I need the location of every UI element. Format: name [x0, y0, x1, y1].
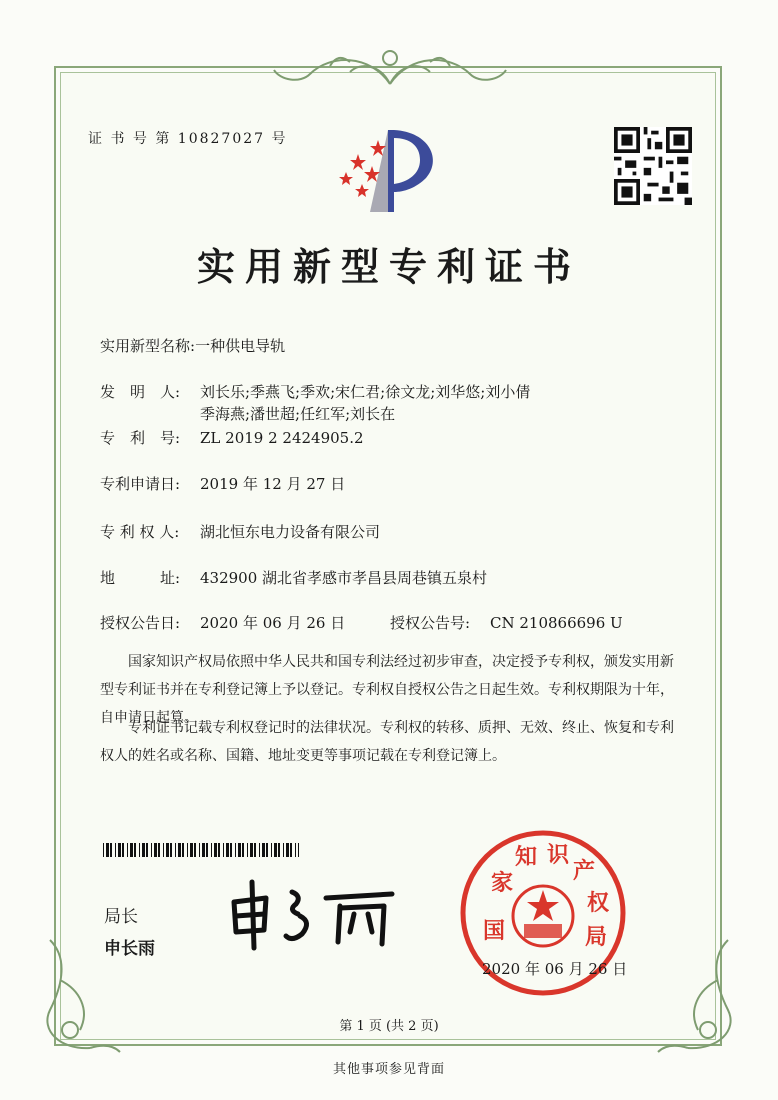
certificate-number: 证 书 号 第 10827027 号 — [88, 131, 288, 147]
bottom-right-ornament — [648, 930, 738, 1060]
field-value: 2020 年 06 月 26 日 — [200, 614, 346, 632]
field-value: 2019 年 12 月 27 日 — [200, 475, 346, 493]
legal-paragraph-1: 国家知识产权局依照中华人民共和国专利法经过初步审查，决定授予专利权，颁发实用新型专利证书并在专利登记簿上予以登记。专利权自授权公告之日起生效。专利权期限为十年，自申请日起算。 — [100, 654, 674, 726]
seal-char: 权 — [586, 891, 610, 916]
director-name: 申长雨 — [104, 939, 155, 959]
field-label: 授权公告号: — [390, 614, 471, 632]
field-utility-model-name — [100, 335, 285, 357]
field-patentee — [100, 521, 380, 543]
director-title: 局长 — [104, 907, 138, 927]
field-label: 专 利 权 人: — [100, 523, 180, 541]
qr-code — [614, 127, 692, 205]
field-value: CN 210866696 U — [490, 614, 623, 632]
field-patent-number — [100, 427, 364, 449]
cnipa-logo — [330, 120, 450, 215]
seal-char: 知 — [514, 845, 538, 870]
field-grant-date — [100, 612, 345, 634]
field-grant-number — [390, 612, 623, 634]
legal-paragraph-2: 专利证书记载专利权登记时的法律状况。专利权的转移、质押、无效、终止、恢复和专利权人的姓名或名称、国籍、地址变更等事项记载在专利登记簿上。 — [100, 720, 674, 764]
certificate-title: 实用新型专利证书 — [196, 244, 581, 289]
field-value: 季海燕;潘世超;任红军;刘长在 — [200, 405, 396, 423]
page-number: 第 1 页 (共 2 页) — [339, 1019, 439, 1034]
field-value: 432900 湖北省孝感市孝昌县周巷镇五泉村 — [200, 569, 488, 587]
seal-char: 国 — [482, 919, 506, 944]
field-label: 发 明 人: — [100, 383, 181, 401]
seal-char: 局 — [584, 925, 608, 950]
field-label: 授权公告日: — [100, 614, 181, 632]
field-inventors-continued — [200, 403, 395, 425]
field-address — [100, 567, 487, 589]
footer-note: 其他事项参见背面 — [332, 1062, 445, 1077]
seal-char: 识 — [546, 843, 570, 868]
seal-char: 家 — [490, 871, 514, 896]
field-value: 湖北恒东电力设备有限公司 — [200, 523, 381, 541]
field-label: 地 址: — [100, 569, 181, 587]
field-label: 实用新型名称: — [100, 337, 196, 355]
seal-char: 产 — [572, 859, 596, 884]
issue-date: 2020 年 06 月 26 日 — [482, 960, 628, 978]
field-application-date — [100, 473, 345, 495]
field-value: 一种供电导轨 — [195, 337, 286, 355]
field-label: 专利申请日: — [100, 475, 181, 493]
field-inventors — [100, 381, 530, 403]
field-value: ZL 2019 2 2424905.2 — [200, 429, 364, 447]
barcode — [103, 843, 299, 857]
field-value: 刘长乐;季燕飞;季欢;宋仁君;徐文龙;刘华悠;刘小倩 — [200, 383, 531, 401]
director-signature — [222, 872, 402, 952]
top-ornament — [270, 44, 510, 88]
field-label: 专 利 号: — [100, 429, 181, 447]
